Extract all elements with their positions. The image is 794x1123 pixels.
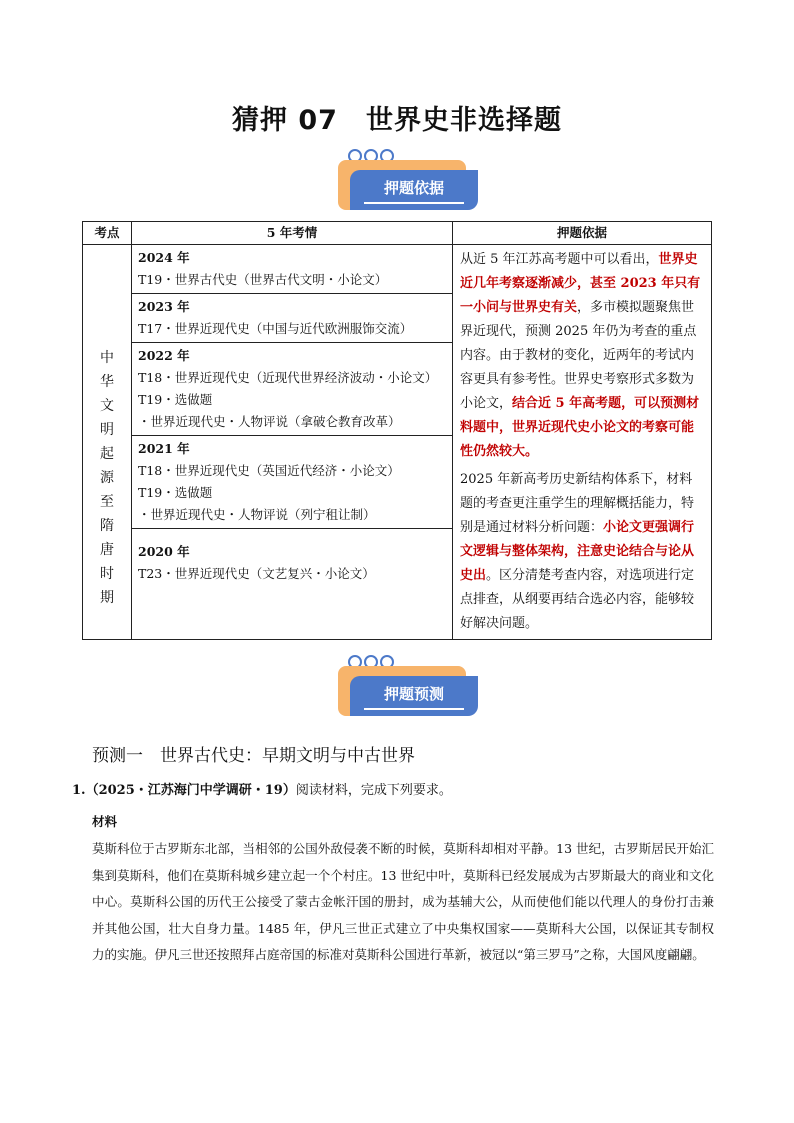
question-source: （2025・江苏海门中学调研・19） [85, 783, 296, 798]
year-line: T18・世界近现代史（英国近代经济・小论文） [138, 463, 400, 478]
prediction-heading: 预测一 世界古代史：早期文明与中古世界 [92, 746, 415, 766]
year-label: 2020 年 [138, 544, 190, 559]
header-basis: 押题依据 [453, 222, 712, 245]
question-number: 1. [72, 783, 86, 798]
year-label: 2024 年 [138, 250, 190, 265]
year-line: T19・世界古代史（世界古代文明・小论文） [138, 272, 388, 287]
year-label: 2023 年 [138, 299, 190, 314]
topic-text: 中华文明起源至隋唐时期 [100, 350, 114, 606]
year-line: T19・选做题 [138, 392, 213, 407]
basis-paragraph-1: 从近 5 年江苏高考题中可以看出，世界史近几年考察逐渐减少，甚至 2023 年只有一小问与世界史有关，多市模拟题聚焦世界近现代，预测 2025 年仍为考查的重点内容。由于教材的变化，近两年的考试内容更具有参考性。世界史考察形式多数为小论文，结合近 5 年高考题，可以预测材料题中，世界近现代史小论文的考察可能性仍然较大。 [460, 252, 701, 459]
year-line: T17・世界近现代史（中国与近代欧洲服饰交流） [138, 321, 413, 336]
year-line: T19・选做题 [138, 485, 213, 500]
page-title: 猜押 07 世界史非选择题 [232, 105, 562, 136]
year-line: T18・世界近现代史（近现代世界经济波动・小论文） [138, 370, 438, 385]
basis-paragraph-2: 2025 年新高考历史新结构体系下，材料题的考查更注重学生的理解概括能力，特别是通过材料分析问题：小论文更强调行文逻辑与整体架构，注意史论结合与论从史出。区分清楚考查内容，对选项进行定点排查，从纲要再结合选必内容，能够较好解决问题。 [460, 472, 695, 631]
basis-cell [453, 245, 712, 640]
topic-cell [83, 245, 132, 640]
section-badge-prediction [338, 654, 478, 716]
year-label: 2022 年 [138, 348, 190, 363]
year-line: ・世界近现代史・人物评说（拿破仑教育改革） [138, 414, 401, 429]
year-block [132, 436, 452, 529]
exam-basis-table [82, 221, 712, 640]
section-badge-basis [338, 148, 478, 210]
question-line [72, 779, 452, 798]
history-cell [132, 245, 453, 640]
year-block [132, 245, 452, 294]
material-label: 材料 [92, 814, 118, 829]
header-history: 5 年考情 [132, 222, 453, 245]
year-block [132, 294, 452, 343]
year-label: 2021 年 [138, 441, 190, 456]
question-text: 阅读材料，完成下列要求。 [295, 783, 452, 798]
badge-label: 押题依据 [383, 179, 444, 197]
year-line: ・世界近现代史・人物评说（列宁租让制） [138, 507, 376, 522]
year-block [132, 343, 452, 436]
material-text: 莫斯科位于古罗斯东北部，当相邻的公国外敌侵袭不断的时候，莫斯科却相对平静。13 世纪，古罗斯居民开始汇集到莫斯科，他们在莫斯科城乡建立起一个个村庄。13 世纪中叶，莫斯科已经发展成为古罗斯最大的商业和文化中心。莫斯科公国的历代王公接受了蒙古金帐汗国的册封，成为基辅大公，从而使他们能以代理人的身份打击兼并其他公国，壮大自身力量。1485 年，伊凡三世正式建立了中央集权国家——莫斯科大公国，以保证其专制权力的实施。伊凡三世还按照拜占庭帝国的标准对莫斯科公国进行革新，被冠以“第三罗马”之称，大国风度翩翩。 [92, 841, 714, 962]
year-block [132, 529, 452, 595]
year-line: T23・世界近现代史（文艺复兴・小论文） [138, 566, 375, 581]
badge-label: 押题预测 [383, 685, 444, 703]
header-topic: 考点 [83, 222, 132, 245]
